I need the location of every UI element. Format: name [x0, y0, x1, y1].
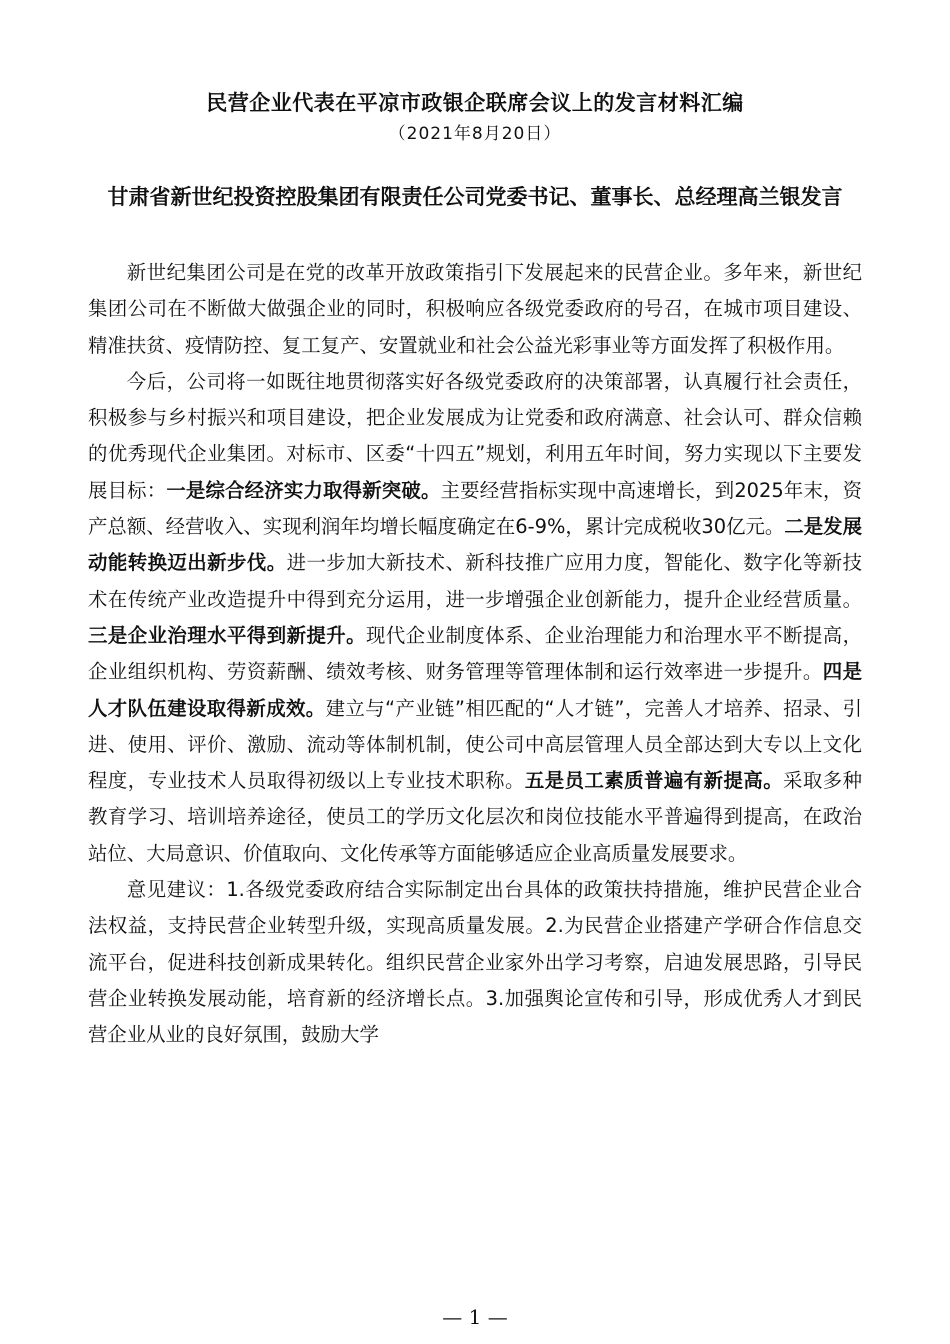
goals-text: 现代企业制度体系、企业治理能力和治理水平不断提高，企业组织机构、劳资薪酬、绩效考核、财务管理等管理体制和运行效率进一步提升。 — [88, 623, 863, 684]
goals-text: 进一步加大新技术、新科技推广应用力度，智能化、数字化等新技术在传统产业改造提升中得到充分运用，进一步增强企业创新能力，提升企业经营质量。 — [88, 551, 863, 611]
speech-title: 甘肃省新世纪投资控股集团有限责任公司党委书记、董事长、总经理高兰银发言 — [107, 184, 843, 209]
goal-heading: 三是企业治理水平得到新提升。 — [88, 623, 367, 647]
paragraph-suggestions: 意见建议：1.各级党委政府结合实际制定出台具体的政策扶持措施，维护民营企业合法权益，支持民营企业转型升级，实现高质量发展。2.为民营企业搭建产学研合作信息交流平台，促进科技创新成果转化。组织民营企业家外出学习考察，启迪发展思路，引导民营企业转换发展动能，培育新的经济增长点。3.加强舆论宣传和引导，形成优秀人才到民营企业从业的良好氛围，鼓励大学 — [88, 878, 862, 1047]
document-title: 民营企业代表在平凉市政银企联席会议上的发言材料汇编 — [206, 90, 744, 115]
goal-heading: 二是发展动能转换迈出新步伐。 — [88, 515, 862, 575]
goals-text: 采取多种教育学习、培训培养途径，使员工的学历文化层次和岗位技能水平普遍得到提高，在政治站位、大局意识、价值取向、文化传承等方面能够适应企业高质量发展要求。 — [88, 769, 863, 865]
goals-text: 主要经营指标实现中高速增长，到2025年末，资产总额、经营收入、实现利润年均增长幅度确定在6-9%，累计完成税收30亿元。 — [88, 478, 863, 539]
paragraph-intro: 新世纪集团公司是在党的改革开放政策指引下发展起来的民营企业。多年来，新世纪集团公司在不断做大做强企业的同时，积极响应各级党委政府的号召，在城市项目建设、精准扶贫、疫情防控、复工复产、安置就业和社会公益光彩事业等方面发挥了积极作用。 — [88, 261, 862, 357]
page-number: — 1 — — [442, 1305, 508, 1329]
goal-heading: 一是综合经济实力取得新突破。 — [166, 478, 441, 502]
paragraph-goals — [88, 364, 862, 872]
goal-heading: 五是员工素质普遍有新提高。 — [524, 769, 784, 793]
speech-body — [88, 255, 862, 1054]
goals-text: 今后，公司将一如既往地贯彻落实好各级党委政府的决策部署，认真履行社会责任，积极参与乡村振兴和项目建设，把企业发展成为让党委和政府满意、社会认可、群众信赖的优秀现代企业集团。对标市、区委“十四五”规划，利用五年时间，努力实现以下主要发展目标： — [88, 369, 862, 502]
goal-heading: 四是人才队伍建设取得新成效。 — [88, 660, 862, 720]
goals-text: 建立与“产业链”相匹配的“人才链”，完善人才培养、招录、引进、使用、评价、激励、流动等体制机制，使公司中高层管理人员全部达到大专以上文化程度，专业技术人员取得初级以上专业技术职称。 — [88, 696, 863, 793]
document-date: （2021年8月20日） — [388, 124, 562, 144]
